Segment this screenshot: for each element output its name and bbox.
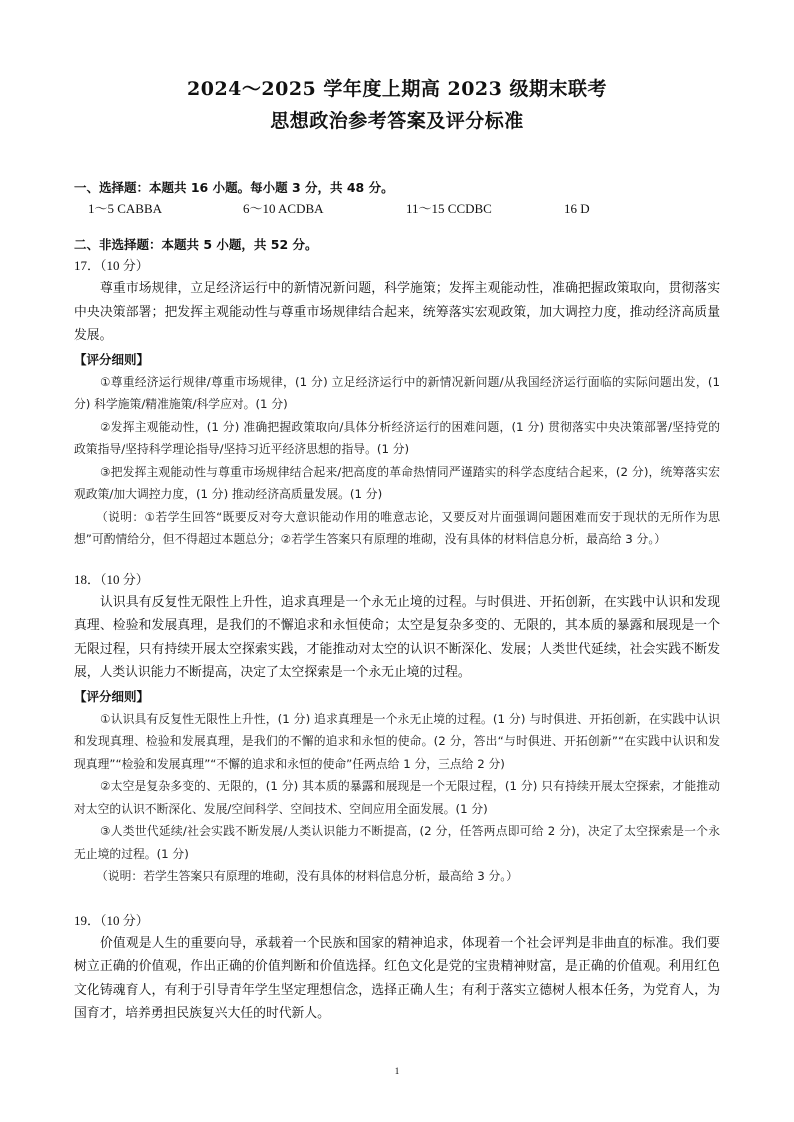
q17-note: （说明：①若学生回答“既要反对夸大意识能动作用的唯意志论，又要反对片面强调问题困难而安于现状的无所作为思想”可酌情给分，但不得超过本题总分；②若学生答案只有原理的堆砌，没有具体的材料信息分析，最高给 3 分。）	[74, 509, 720, 546]
choice-answers	[74, 198, 720, 219]
q18-rubric-item-2: ②太空是复杂多变的、无限的，(1 分) 其本质的暴露和展现是一个无限过程，(1 分) 只有持续开展太空探索，才能推动对太空的认识不断深化、发展/空间科学、空间技术、空间应用全面发展。(1 分)	[74, 779, 720, 816]
q19-heading: 19．（10 分）	[74, 912, 149, 928]
q18-heading: 18．（10 分）	[74, 571, 149, 587]
answer-group-6-10: 6～10 ACDBA	[243, 201, 324, 216]
q18-rubric-item-3: ③人类世代延续/社会实践不断发展/人类认识能力不断提高，(2 分，任答两点即可给 2 分)，决定了太空探索是一个永无止境的过程。(1 分)	[74, 824, 720, 861]
q17-answer: 尊重市场规律，立足经济运行中的新情况新问题，科学施策；发挥主观能动性，准确把握政策取向，贯彻落实中央决策部署；把发挥主观能动性与尊重市场规律结合起来，统筹落实宏观政策，加大调控力度，推动经济高质量发展。	[74, 281, 720, 343]
q18-rubric-heading: 【评分细则】	[74, 688, 150, 704]
q17-rubric-heading: 【评分细则】	[74, 351, 150, 367]
page-number: 1	[394, 1066, 400, 1076]
section2-heading: 二、非选择题：本题共 5 小题，共 52 分。	[74, 237, 318, 252]
q18-answer: 认识具有反复性无限性上升性，追求真理是一个永无止境的过程。与时俱进、开拓创新，在实践中认识和发现真理、检验和发展真理，是我们的不懈追求和永恒使命；太空是复杂多变的、无限的，其本质的暴露和展现是一个无限过程，只有持续开展太空探索实践，才能推动对太空的认识不断深化、发展；人类世代延续，社会实践不断发展，人类认识能力不断提高，决定了太空探索是一个永无止境的过程。	[74, 594, 720, 680]
q18-note: （说明：若学生答案只有原理的堆砌，没有具体的材料信息分析，最高给 3 分。）	[96, 869, 518, 883]
answer-group-1-5: 1～5 CABBA	[88, 201, 163, 216]
q17-rubric-item-3: ③把发挥主观能动性与尊重市场规律结合起来/把高度的革命热情同严谨踏实的科学态度结合起来，(2 分)，统筹落实宏观政策/加大调控力度，(1 分) 推动经济高质量发展。(1 分)	[74, 464, 720, 501]
q17-rubric-item-1: ①尊重经济运行规律/尊重市场规律，(1 分) 立足经济运行中的新情况新问题/从我国经济运行面临的实际问题出发，(1 分) 科学施策/精准施策/科学应对。(1 分)	[74, 374, 720, 411]
answer-group-16: 16 D	[564, 201, 590, 216]
document-title-line1: 2024～2025 学年度上期高 2023 级期末联考	[187, 78, 607, 100]
document-title-line2: 思想政治参考答案及评分标准	[270, 110, 524, 132]
q17-rubric-item-2: ②发挥主观能动性，(1 分) 准确把握政策取向/具体分析经济运行的困难问题，(1 分) 贯彻落实中央决策部署/坚持党的政策指导/坚持科学理论指导/坚持习近平经济思想的指导。(1 分)	[74, 419, 720, 456]
section1-heading: 一、选择题：本题共 16 小题。每小题 3 分，共 48 分。	[74, 180, 394, 195]
q18-rubric-item-1: ①认识具有反复性无限性上升性，(1 分) 追求真理是一个永无止境的过程。(1 分) 与时俱进、开拓创新，在实践中认识和发现真理、检验和发展真理，是我们的不懈的追求和永恒的使命。(2 分，答出“与时俱进、开拓创新”“在实践中认识和发现真理”“检验和发展真理”“不懈的追求和永恒的使命”任两点给 1 分，三点给 2 分)	[74, 711, 720, 771]
q19-answer: 价值观是人生的重要向导，承载着一个民族和国家的精神追求，体现着一个社会评判是非曲直的标准。我们要树立正确的价值观，作出正确的价值判断和价值选择。红色文化是党的宝贵精神财富，是正确的价值观。利用红色文化铸魂育人，有利于引导青年学生坚定理想信念，选择正确人生；有利于落实立德树人根本任务，为党育人，为国育才，培养勇担民族复兴大任的时代新人。	[74, 935, 720, 1021]
answer-group-11-15: 11～15 CCDBC	[406, 201, 492, 216]
q17-heading: 17．（10 分）	[74, 258, 149, 273]
